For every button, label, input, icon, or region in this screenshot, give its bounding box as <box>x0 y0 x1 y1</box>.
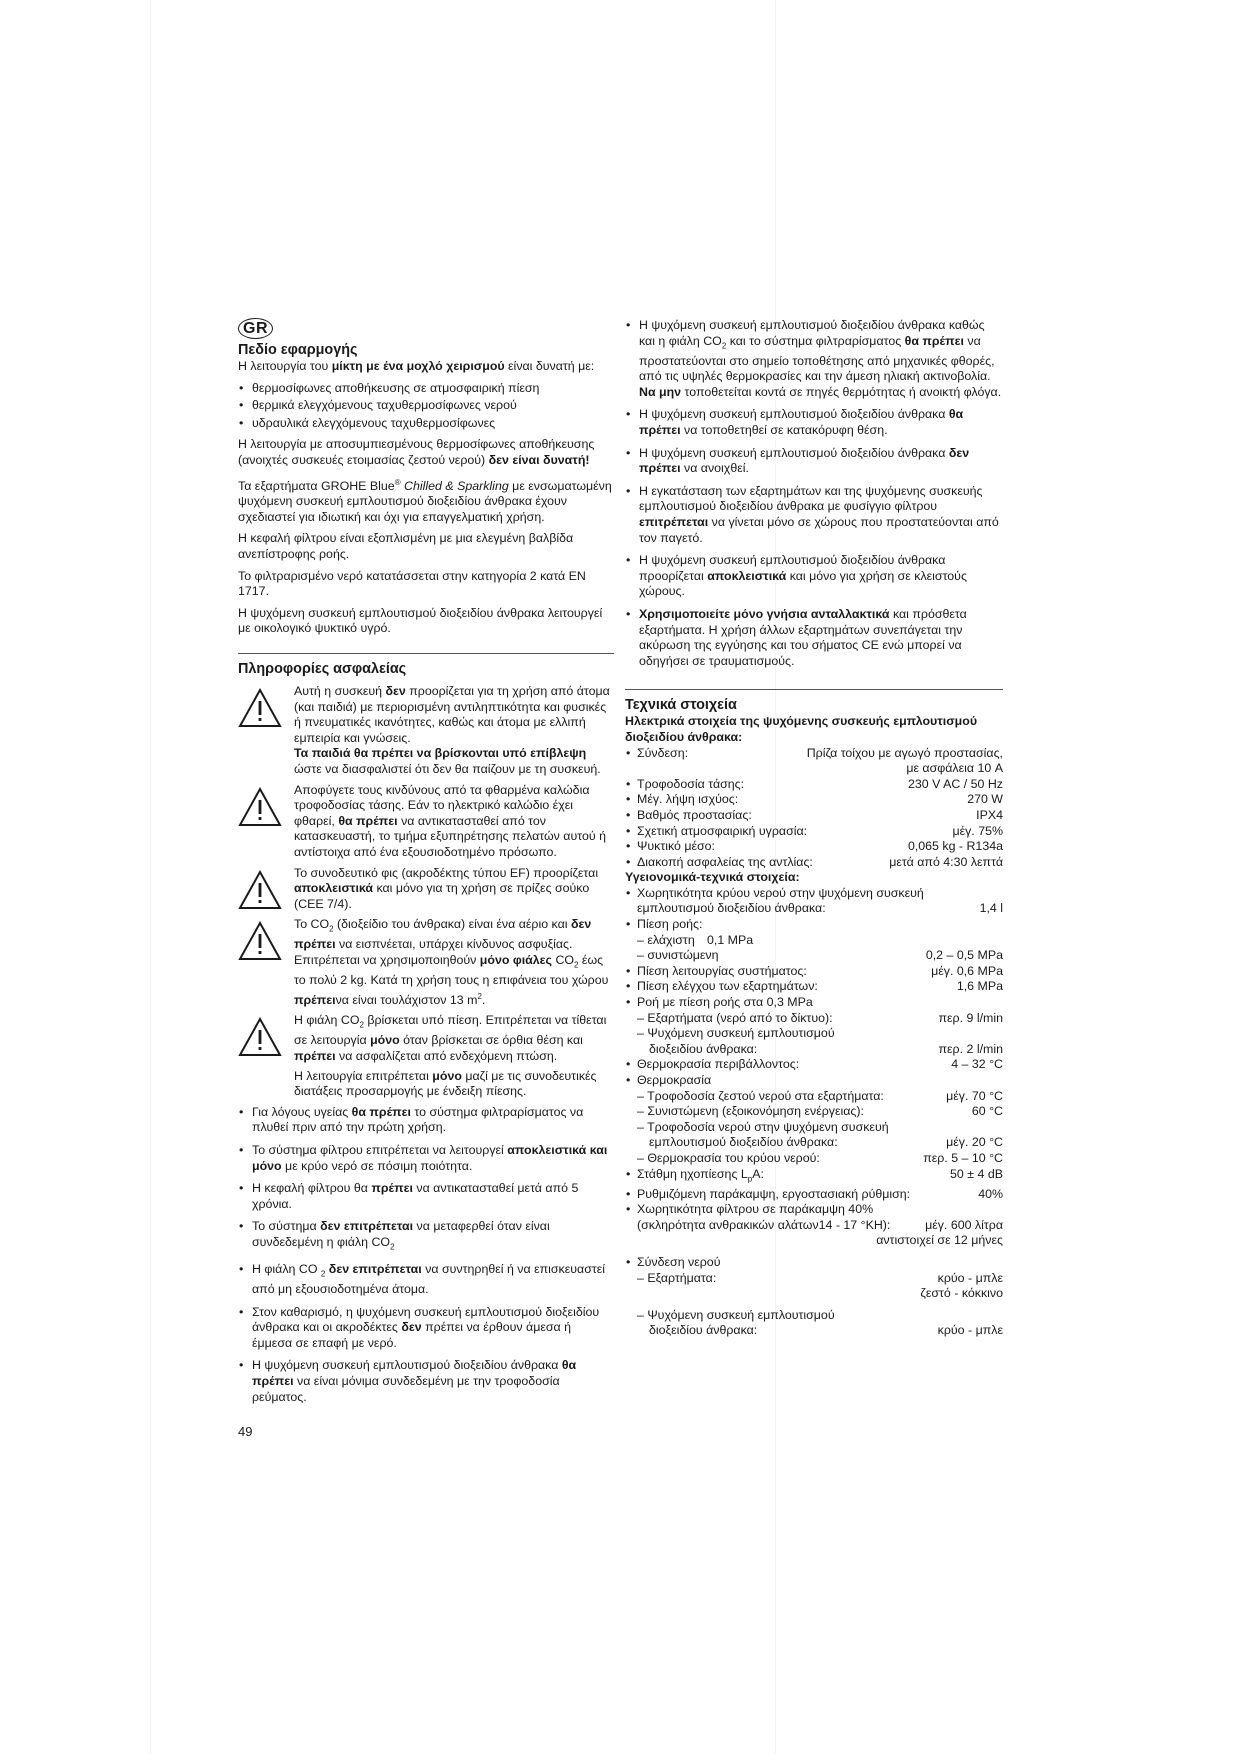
warning-text: Αποφύγετε τους κινδύνους από τα φθαρμένα καλώδια τροφοδοσίας τάσης. Εάν το ηλεκτρικό καλώδιο έχει φθαρεί, θα πρέπει να αντικατασταθεί από τον κατασκευαστή, το τμήμα εξυπηρέτησης πελατών αυτού ή αντίστοιχα από ένα εξουσιοδοτημένο πρόσωπο. <box>294 782 606 859</box>
spec-row: • Στάθμη ηχοπίεσης $L_pA$: 50 ± 4 dB <box>625 1167 1003 1187</box>
list-item: • Η εγκατάσταση των εξαρτημάτων και της ψυχόμενης συσκευής εμπλουτισμού διοξειδίου άνθρακα με φυσίγγιο φίλτρου επιτρέπεται να γίνεται μόνο σε χώρους που προστατεύονται από τον παγετό. <box>625 484 1003 546</box>
list-item: • υδραυλικά ελεγχόμενους ταχυθερμοσίφωνες <box>238 416 614 432</box>
spec-row: • Σύνδεση: Πρίζα τοίχου με αγωγό προστασίας, <box>625 746 1003 762</box>
list-item: • Χρησιμοποιείτε μόνο γνήσια ανταλλακτικά και πρόσθετα εξαρτήματα. Η χρήση άλλων εξαρτημάτων συνεπάγεται την ακύρωση της εγγύησης και του σήματος CE ενώ μπορεί να οδηγήσει σε τραυματισμούς. <box>625 607 1003 669</box>
scan-shadow-left <box>150 0 151 1754</box>
warning-text: Η λειτουργία επιτρέπεται μόνο μαζί με τις συνοδευτικές διατάξεις προσαρμογής με ένδειξη πίεσης. <box>294 1068 597 1099</box>
spec-subrow: εμπλουτισμού διοξειδίου άνθρακα: 1,4 l <box>637 901 1003 916</box>
spec-row: • Σύνδεση νερού <box>625 1255 1003 1271</box>
spec-subrow: (σκληρότητα ανθρακικών αλάτων14 - 17 °KH): μέγ. 600 λίτρα <box>637 1217 1003 1232</box>
safety-list <box>238 1105 614 1405</box>
spec-subrow: διοξειδίου άνθρακα: κρύο - μπλε <box>649 1323 1003 1338</box>
spec-row: • Ρυθμιζόμενη παράκαμψη, εργοστασιακή ρύθμιση: 40% <box>625 1187 1003 1203</box>
warning-text: Το συνοδευτικό φις (ακροδέκτης τύπου EF) προορίζεται αποκλειστικά και μόνο για τη χρήση σε πρίζες σούκο (CEE 7/4). <box>294 865 599 911</box>
safety-list-continued <box>625 318 1003 669</box>
spec-row: • Πίεση λειτουργίας συστήματος: μέγ. 0,6 MPa <box>625 964 1003 980</box>
list-item: • Η κεφαλή φίλτρου θα πρέπει να αντικατασταθεί μετά από 5 χρόνια. <box>238 1181 614 1212</box>
page-number: 49 <box>238 1424 253 1439</box>
spec-row: • Χωρητικότητα κρύου νερού στην ψυχόμενη συσκευή <box>625 886 1003 902</box>
spec-subrow: – Θερμοκρασία του κρύου νερού: περ. 5 – 10 °C <box>637 1150 1003 1165</box>
list-item: • θερμοσίφωνες αποθήκευσης σε ατμοσφαιρική πίεση <box>238 381 614 397</box>
spec-row: • Μέγ. λήψη ισχύος: 270 W <box>625 792 1003 808</box>
warning-block <box>238 684 614 778</box>
spec-subrow: – Ψυχόμενη συσκευή εμπλουτισμού <box>637 1307 835 1322</box>
spec-subrow: – Εξαρτήματα (νερό από το δίκτυο): περ. 9 l/min <box>637 1010 1003 1025</box>
list-item: • Το σύστημα φίλτρου επιτρέπεται να λειτουργεί αποκλειστικά και μόνο με κρύο νερό σε πόσιμη ποιότητα. <box>238 1143 614 1174</box>
spec-subrow: εμπλουτισμού διοξειδίου άνθρακα: μέγ. 20 °C <box>649 1135 1003 1150</box>
spec-subrow: διοξειδίου άνθρακα: περ. 2 l/min <box>649 1041 1003 1056</box>
warning-block <box>238 783 614 861</box>
divider <box>238 653 614 654</box>
spec-continuation: αντιστοιχεί σε 12 μήνες <box>876 1233 1003 1248</box>
spec-subrow: – Συνιστώμενη (εξοικονόμηση ενέργειας): 60 °C <box>637 1104 1003 1119</box>
warning-triangle-icon <box>238 870 282 910</box>
spec-row: • Διακοπή ασφαλείας της αντλίας: μετά από 4:30 λεπτά <box>625 855 1003 871</box>
warning-text: Τα παιδιά θα πρέπει να βρίσκονται υπό επίβλεψη ώστε να διασφαλιστεί ότι δεν θα παίζουν με τη συσκευή. <box>294 746 601 776</box>
list-item: • Η ψυχόμενη συσκευή εμπλουτισμού διοξειδίου άνθρακα προορίζεται αποκλειστικά και μόνο για χρήση σε κλειστούς χώρους. <box>625 553 1003 600</box>
spec-row: • Πίεση ροής: <box>625 917 1003 933</box>
spec-subrow: – Τροφοδοσία νερού στην ψυχόμενη συσκευή <box>637 1119 889 1134</box>
warning-block <box>238 1013 614 1099</box>
section-title-scope: Πεδίο εφαρμογής <box>238 342 358 358</box>
spec-continuation: ζεστό - κόκκινο <box>920 1286 1003 1301</box>
spec-row: • Πίεση ελέγχου των εξαρτημάτων: 1,6 MPa <box>625 979 1003 995</box>
spec-row: • Τροφοδοσία τάσης: 230 V AC / 50 Hz <box>625 777 1003 793</box>
warning-text: Το $CO_2$ (διοξείδιο του άνθρακα) είναι ένα αέριο και δεν πρέπει να εισπνέεται, υπάρχει κίνδυνος ασφυξίας. Επιτρέπεται να χρησιμοποιηθούν μόνο φιάλες $CO_2$ έως το πολύ 2 kg. Κατά τη χρήση τους η επιφάνεια του χώρου πρέπεινα είναι τουλάχιστον 13 $m^2$. <box>294 917 609 1007</box>
spec-row: • Ροή με πίεση ροής στα 0,3 MPa <box>625 995 1003 1011</box>
divider <box>625 689 1003 690</box>
warning-triangle-icon <box>238 688 282 728</box>
scope-p5: Το φιλτραρισμένο νερό κατατάσσεται στην κατηγορία 2 κατά EN 1717. <box>238 568 586 599</box>
list-item: • Η φιάλη CO $_2$ δεν επιτρέπεται να συντηρηθεί ή να επισκευαστεί από μη εξουσιοδοτημένα άτομα. <box>238 1262 614 1298</box>
right-column <box>625 318 1003 1339</box>
list-item: • Το σύστημα δεν επιτρέπεται να μεταφερθεί όταν είναι συνδεδεμένη η φιάλη $CO_2$ <box>238 1219 614 1255</box>
warning-block <box>238 866 614 913</box>
spec-subrow: – Ψυχόμενη συσκευή εμπλουτισμού <box>637 1026 835 1041</box>
list-item: • Η ψυχόμενη συσκευή εμπλουτισμού διοξειδίου άνθρακα θα πρέπει να είναι μόνιμα συνδεδεμένη με την τροφοδοσία ρεύματος. <box>238 1358 614 1405</box>
spec-continuation: με ασφάλεια 10 A <box>906 761 1003 776</box>
spec-subrow: – Τροφοδοσία ζεστού νερού στα εξαρτήματα: μέγ. 70 °C <box>637 1088 1003 1103</box>
warning-triangle-icon <box>238 1017 282 1057</box>
warning-text: Η φιάλη $CO_2$ βρίσκεται υπό πίεση. Επιτρέπεται να τίθεται σε λειτουργία μόνο όταν βρίσκεται σε όρθια θέση και πρέπει να ασφαλίζεται από ενδεχόμενη πτώση. <box>294 1013 607 1064</box>
warning-triangle-icon <box>238 921 282 961</box>
scope-p6: Η ψυχόμενη συσκευή εμπλουτισμού διοξειδίου άνθρακα λειτουργεί με οικολογικό ψυκτικό υγρό. <box>238 605 603 636</box>
spec-row: • Σχετική ατμοσφαιρική υγρασία: μέγ. 75% <box>625 824 1003 840</box>
spec-subrow: – συνιστώμενη 0,2 – 0,5 MPa <box>637 948 1003 963</box>
list-item: • Η ψυχόμενη συσκευή εμπλουτισμού διοξειδίου άνθρακα δεν πρέπει να ανοιχθεί. <box>625 446 1003 477</box>
list-item: • Η ψυχόμενη συσκευή εμπλουτισμού διοξειδίου άνθρακα θα πρέπει να τοποθετηθεί σε κατακόρυφη θέση. <box>625 407 1003 438</box>
warning-block <box>238 917 614 1008</box>
section-title-technical: Τεχνικά στοιχεία <box>625 697 737 714</box>
spec-subrow: – ελάχιστη 0,1 MPa <box>637 932 754 947</box>
scope-p3: Τα εξαρτήματα GROHE Blue® Chilled & Sparkling με ενσωματωμένη ψυχόμενη συσκευή εμπλουτισμού διοξειδίου άνθρακα έχουν σχεδιαστεί για ιδιωτική και όχι για επαγγελματική χρήση. <box>238 477 612 524</box>
spec-row: • Χωρητικότητα φίλτρου σε παράκαμψη 40% <box>625 1202 1003 1218</box>
warning-text: Αυτή η συσκευή δεν προορίζεται για τη χρήση από άτομα (και παιδιά) με περιορισμένη αντιληπτικότητα και φυσικές ή πνευματικές ικανότητες, καθώς και άτομα με ελλιπή εμπειρία και γνώσεις. <box>294 684 610 745</box>
spec-row: • Βαθμός προστασίας: IPX4 <box>625 808 1003 824</box>
list-item: • Για λόγους υγείας θα πρέπει το σύστημα φιλτραρίσματος να πλυθεί πριν από την πρώτη χρήση. <box>238 1105 614 1136</box>
scope-p2: Η λειτουργία με αποσυμπιεσμένους θερμοσίφωνες αποθήκευσης (ανοιχτές συσκευές ετοιμασίας ζεστού νερού) δεν είναι δυνατή! <box>238 437 595 467</box>
list-item: • θερμικά ελεγχόμενους ταχυθερμοσίφωνες νερού <box>238 398 614 414</box>
spec-row: • Ψυκτικό μέσο: 0,065 kg - R134a <box>625 839 1003 855</box>
spec-subrow: – Εξαρτήματα: κρύο - μπλε <box>637 1270 1003 1285</box>
section-title-safety: Πληροφορίες ασφαλείας <box>238 661 407 678</box>
electrical-heading: Ηλεκτρικά στοιχεία της ψυχόμενης συσκευής εμπλουτισμού διοξειδίου άνθρακα: <box>625 714 978 744</box>
spec-row: • Θερμοκρασία <box>625 1073 1003 1089</box>
list-item: • Η ψυχόμενη συσκευή εμπλουτισμού διοξειδίου άνθρακα καθώς και η φιάλη $CO_2$ και το σύστημα φιλτραρίσματος θα πρέπει να προστατεύονται στο σημείο τοποθέτησης από μηχανικές φθορές, από τις υψηλές θερμοκρασίες και την άμεση ηλιακή ακτινοβολία. Να μην τοποθετείται κοντά σε πηγές θερμότητας ή ανοικτή φλόγα. <box>625 318 1003 400</box>
spec-row: • Θερμοκρασία περιβάλλοντος: 4 – 32 °C <box>625 1057 1003 1073</box>
language-badge: GR <box>238 318 273 339</box>
scope-intro: Η λειτουργία του μίκτη με ένα μοχλό χειρισμού είναι δυνατή με: <box>238 359 595 373</box>
warning-triangle-icon <box>238 787 282 827</box>
scope-p4: Η κεφαλή φίλτρου είναι εξοπλισμένη με μια ελεγμένη βαλβίδα ανεπίστροφης ροής. <box>238 531 574 562</box>
list-item: • Στον καθαρισμό, η ψυχόμενη συσκευή εμπλουτισμού διοξειδίου άνθρακα και οι ακροδέκτες δεν πρέπει να έρθουν άμεσα ή έμμεσα σε επαφή με νερό. <box>238 1305 614 1352</box>
hygiene-heading: Υγειονομικά-τεχνικά στοιχεία: <box>625 870 800 885</box>
left-column <box>238 318 614 1412</box>
scope-list <box>238 381 614 432</box>
